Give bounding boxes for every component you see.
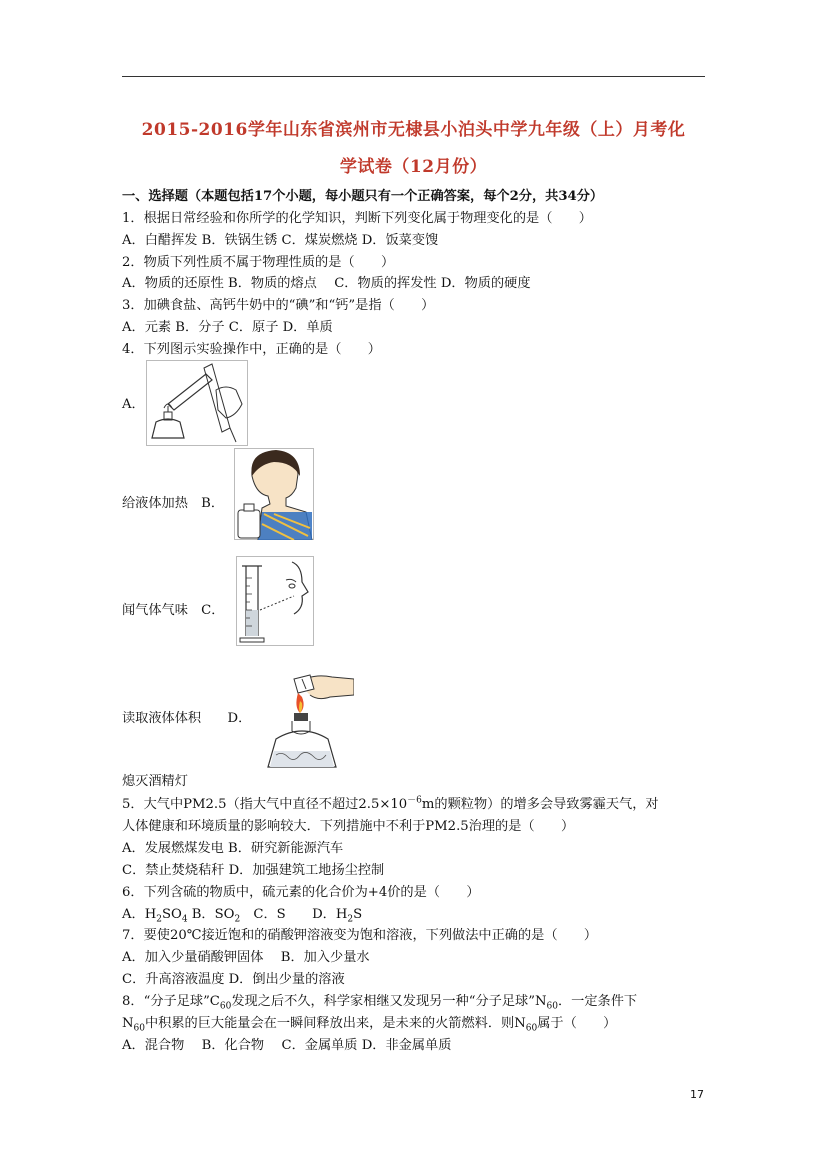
- question-5-options-2: C．禁止焚烧秸秆 D．加强建筑工地扬尘控制: [122, 863, 385, 878]
- page-title-line1: 2015-2016学年山东省滨州市无棣县小泊头中学九年级（上）月考化: [141, 120, 686, 140]
- question-3-options: A．元素 B．分子 C．原子 D．单质: [122, 320, 333, 335]
- figure-alcohol-lamp: [262, 667, 354, 771]
- q8-text-d: N: [122, 1016, 134, 1031]
- q8-text-b: 发现之后不久，科学家相继又发现另一种“分子足球”N: [231, 994, 547, 1009]
- question-5-options-1: A．发展燃煤发电 B．研究新能源汽车: [122, 841, 344, 856]
- figure-heating-liquid: [146, 360, 248, 446]
- q8-sub: 60: [546, 1001, 558, 1012]
- question-1: 1．根据日常经验和你所学的化学知识，判断下列变化属于物理变化的是（ ）: [122, 211, 592, 226]
- q8-text-a: 8．“分子足球”C: [122, 994, 220, 1009]
- question-6: 6．下列含硫的物质中，硫元素的化合价为+4价的是（ ）: [122, 885, 480, 900]
- q8-sub: 60: [525, 1023, 538, 1034]
- header-rule: [122, 76, 705, 77]
- question-7-options-2: C．升高溶液温度 D．倒出少量的溶液: [122, 972, 345, 987]
- q6-opt-b: B．SO: [187, 907, 235, 922]
- option-b-label: 给液体加热 B．: [122, 496, 225, 511]
- question-4: 4．下列图示实验操作中，正确的是（ ）: [122, 342, 381, 357]
- option-d-label: 读取液体体积 D．: [122, 711, 252, 726]
- figure-smelling-gas: [234, 448, 314, 540]
- q6-sub: 2: [347, 914, 354, 925]
- question-1-options: A．白醋挥发 B．铁锅生锈 C．煤炭燃烧 D．饭菜变馊: [122, 233, 439, 248]
- q8-text-e: 中积累的巨大能量会在一瞬间释放出来，是未来的火箭燃料．则N: [145, 1016, 526, 1031]
- q8-sub: 60: [133, 1023, 145, 1034]
- question-6-options: [122, 906, 362, 924]
- question-2-options: A．物质的还原性 B．物质的熔点 C．物质的挥发性 D．物质的硬度: [122, 276, 531, 291]
- q6-opt-c: C．S D．H: [240, 907, 348, 922]
- q8-sub: 60: [219, 1001, 232, 1012]
- figure-reading-volume: [236, 556, 314, 646]
- question-7: 7．要使20℃接近饱和的硝酸钾溶液变为饱和溶液，下列做法中正确的是（ ）: [122, 928, 598, 943]
- q8-text-c: ．一定条件下: [557, 994, 638, 1009]
- question-2: 2．物质下列性质不属于物理性质的是（ ）: [122, 255, 395, 270]
- q6-opt-d: S: [353, 907, 363, 922]
- q6-sub: 2: [156, 914, 162, 925]
- q5-text-b: m的颗粒物）的增多会导致雾霾天气，对: [421, 797, 659, 812]
- question-8-line1: [122, 993, 637, 1011]
- q5-text-a: 5．大气中PM2.5（指大气中直径不超过2.5×10: [122, 797, 408, 812]
- q6-opt-a: A．H: [122, 907, 157, 922]
- question-3: 3．加碘食盐、高钙牛奶中的“碘”和“钙”是指（ ）: [122, 298, 435, 313]
- q6-opt-a-mid: SO: [161, 907, 182, 922]
- page-number: 17: [690, 1088, 704, 1101]
- option-c-label: 闻气体气味 C．: [122, 603, 225, 618]
- q6-sub: 2: [234, 914, 241, 925]
- question-8-options: A．混合物 B．化合物 C．金属单质 D．非金属单质: [122, 1038, 452, 1053]
- section-heading: 一、选择题（本题包括17个小题，每小题只有一个正确答案，每个2分，共34分）: [122, 189, 604, 204]
- question-8-line2: [122, 1015, 616, 1033]
- question-7-options-1: A．加入少量硝酸钾固体 B．加入少量水: [122, 950, 370, 965]
- question-5-line1: [122, 796, 659, 814]
- question-5-line2: 人体健康和环境质量的影响较大．下列措施中不利于PM2.5治理的是（ ）: [122, 819, 575, 834]
- q5-exponent: －6: [407, 795, 422, 806]
- q6-sub: 4: [181, 914, 188, 925]
- option-a-label: A．: [122, 397, 145, 412]
- q8-text-f: 属于（ ）: [537, 1016, 617, 1031]
- option-d-caption: 熄灭酒精灯: [122, 774, 188, 789]
- page-title-line2: 学试卷（12月份）: [339, 157, 488, 177]
